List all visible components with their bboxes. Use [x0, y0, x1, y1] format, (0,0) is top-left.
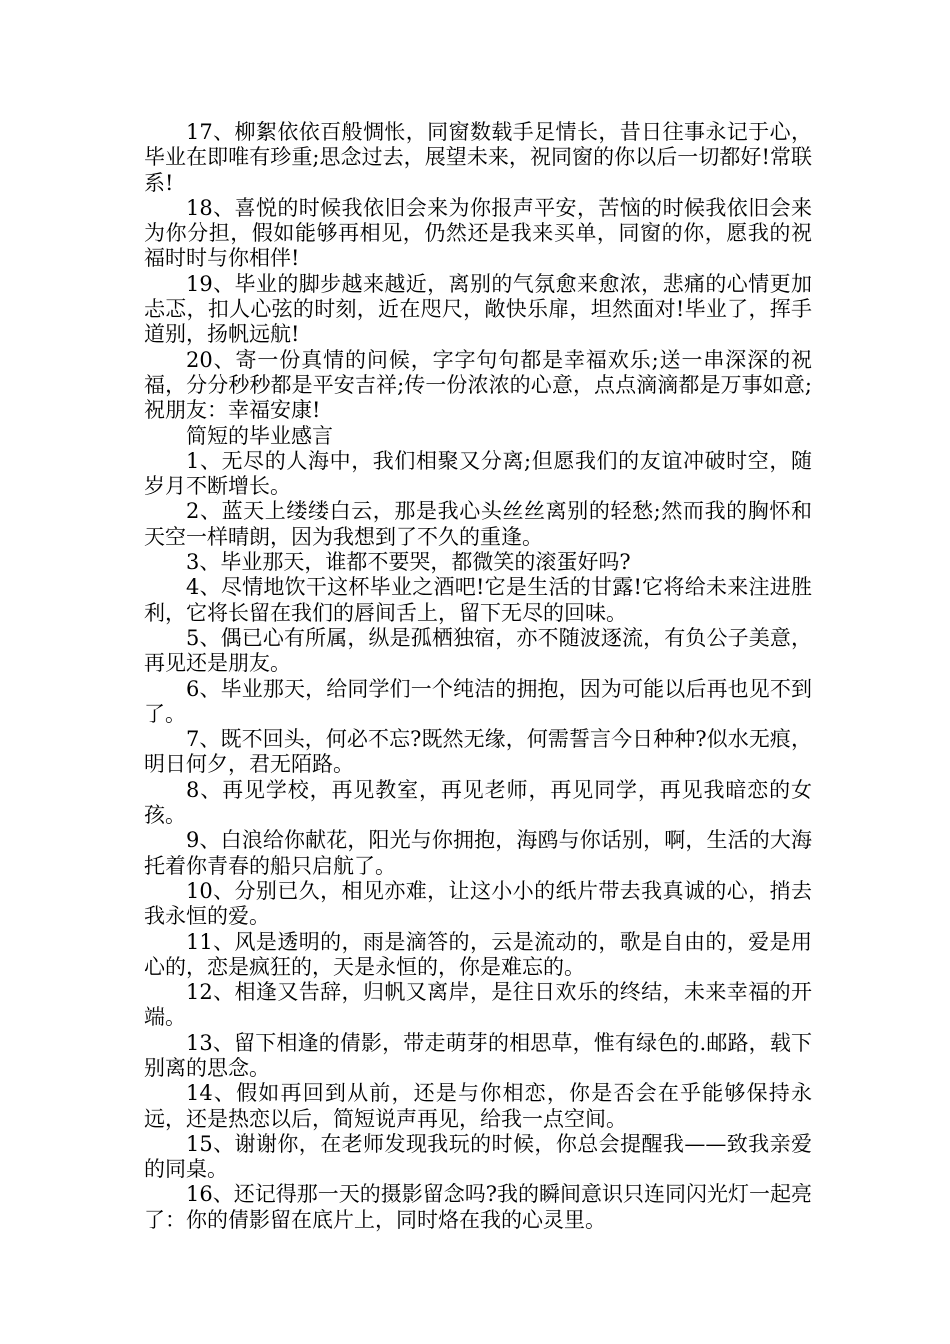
- paragraph-15: 15、谢谢你，在老师发现我玩的时候，你总会提醒我——致我亲爱的同桌。: [144, 1131, 812, 1182]
- paragraph-20: 20、寄一份真情的问候，字字句句都是幸福欢乐;送一串深深的祝福，分分秒秒都是平安吉祥;传一份浓浓的心意，点点滴滴都是万事如意;祝朋友：幸福安康!: [144, 347, 812, 423]
- paragraph-8: 8、再见学校，再见教室，再见老师，再见同学，再见我暗恋的女孩。: [144, 777, 812, 828]
- paragraph-14: 14、假如再回到从前，还是与你相恋，你是否会在乎能够保持永远，还是热恋以后，简短说声再见，给我一点空间。: [144, 1081, 812, 1131]
- paragraph-17: 17、柳絮依依百般惆怅，同窗数载手足情长，昔日往事永记于心，毕业在即唯有珍重;思念过去，展望未来，祝同窗的你以后一切都好!常联系!: [144, 120, 812, 195]
- paragraph-10: 10、分别已久，相见亦难，让这小小的纸片带去我真诚的心，捎去我永恒的爱。: [144, 878, 812, 929]
- paragraph-16: 16、还记得那一天的摄影留念吗?我的瞬间意识只连同闪光灯一起亮了：你的倩影留在底片上，同时烙在我的心灵里。: [144, 1182, 812, 1232]
- paragraph-4: 4、尽情地饮干这杯毕业之酒吧!它是生活的甘露!它将给未来注进胜利，它将长留在我们的唇间舌上，留下无尽的回味。: [144, 575, 812, 625]
- paragraph-7: 7、既不回头，何必不忘?既然无缘，何需誓言今日种种?似水无痕，明日何夕，君无陌路。: [144, 727, 812, 777]
- section-heading: 简短的毕业感言: [186, 423, 333, 448]
- paragraph-13: 13、留下相逢的倩影，带走萌芽的相思草，惟有绿色的.邮路，载下别离的思念。: [144, 1030, 812, 1080]
- paragraph-6: 6、毕业那天，给同学们一个纯洁的拥抱，因为可能以后再也见不到了。: [144, 676, 812, 726]
- paragraph-3: 3、毕业那天，谁都不要哭，都微笑的滚蛋好吗?: [186, 550, 631, 575]
- document-page: [144, 120, 812, 1233]
- paragraph-2: 2、蓝天上缕缕白云，那是我心头丝丝离别的轻愁;然而我的胸怀和天空一样晴朗，因为我想到了不久的重逢。: [144, 499, 812, 549]
- paragraph-12: 12、相逢又告辞，归帆又离岸，是往日欢乐的终结，未来幸福的开端。: [144, 980, 812, 1030]
- paragraph-1: 1、无尽的人海中，我们相聚又分离;但愿我们的友谊冲破时空，随岁月不断增长。: [144, 448, 812, 499]
- paragraph-9: 9、白浪给你献花，阳光与你拥抱，海鸥与你话别，啊，生活的大海托着你青春的船只启航了。: [144, 828, 812, 878]
- paragraph-18: 18、喜悦的时候我依旧会来为你报声平安，苦恼的时候我依旧会来为你分担，假如能够再相见，仍然还是我来买单，同窗的你，愿我的祝福时时与你相伴!: [144, 195, 812, 271]
- paragraph-11: 11、风是透明的，雨是滴答的，云是流动的，歌是自由的，爱是用心的，恋是疯狂的，天是永恒的，你是难忘的。: [144, 929, 812, 979]
- paragraph-19: 19、毕业的脚步越来越近，离别的气氛愈来愈浓，悲痛的心情更加忐忑，扣人心弦的时刻，近在咫尺，敞快乐扉，坦然面对!毕业了，挥手道别，扬帆远航!: [144, 271, 812, 347]
- paragraph-5: 5、偶已心有所属，纵是孤栖独宿，亦不随波逐流，有负公子美意，再见还是朋友。: [144, 625, 812, 676]
